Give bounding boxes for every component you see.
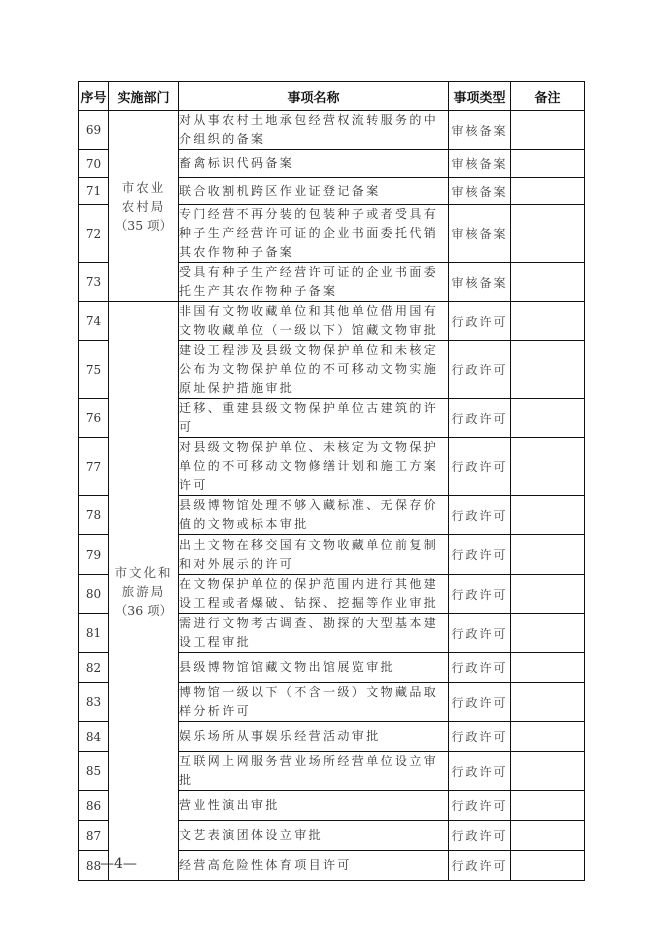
matter-type: 行政许可 — [449, 722, 511, 752]
row-no: 88 — [79, 851, 109, 881]
matter-name: 经营高危险性体育项目许可 — [179, 851, 449, 881]
matter-name: 出土文物在移交国有文物收藏单位前复制和对外展示的许可 — [179, 535, 449, 575]
row-no: 69 — [79, 111, 109, 150]
header-department: 实施部门 — [109, 82, 179, 111]
note-cell — [511, 205, 585, 263]
note-cell — [511, 111, 585, 150]
department-name: 农村局 — [121, 198, 166, 214]
matter-type: 行政许可 — [449, 614, 511, 653]
matter-name: 在文物保护单位的保护范围内进行其他建设工程或者爆破、钻探、挖掘等作业审批 — [179, 575, 449, 614]
table-row — [79, 111, 585, 150]
row-no: 74 — [79, 302, 109, 341]
matter-name: 博物馆一级以下（不含一级）文物藏品取样分析许可 — [179, 683, 449, 722]
matter-type: 行政许可 — [449, 683, 511, 722]
note-cell — [511, 653, 585, 683]
matter-name: 营业性演出审批 — [179, 791, 449, 821]
matter-name: 对县级文物保护单位、未核定为文物保护单位的不可移动文物修缮计划和施工方案许可 — [179, 438, 449, 496]
note-cell — [511, 399, 585, 438]
matter-type: 行政许可 — [449, 341, 511, 399]
table-row — [79, 302, 585, 341]
matter-name: 联合收割机跨区作业证登记备案 — [179, 178, 449, 205]
department-name: 市农业 — [121, 179, 166, 195]
matter-type: 行政许可 — [449, 302, 511, 341]
row-no: 78 — [79, 496, 109, 535]
note-cell — [511, 575, 585, 614]
matter-name: 对从事农村土地承包经营权流转服务的中介组织的备案 — [179, 111, 449, 150]
header-note: 备注 — [511, 82, 585, 111]
row-no: 71 — [79, 178, 109, 205]
note-cell — [511, 614, 585, 653]
header-matter-name: 事项名称 — [179, 82, 449, 111]
note-cell — [511, 438, 585, 496]
department-cell — [109, 111, 179, 302]
note-cell — [511, 821, 585, 851]
row-no: 75 — [79, 341, 109, 399]
note-cell — [511, 496, 585, 535]
matter-name: 文艺表演团体设立审批 — [179, 821, 449, 851]
matter-type: 行政许可 — [449, 575, 511, 614]
matter-type: 行政许可 — [449, 653, 511, 683]
matter-name: 非国有文物收藏单位和其他单位借用国有文物收藏单位（一级以下）馆藏文物审批 — [179, 302, 449, 341]
header-no: 序号 — [79, 82, 109, 111]
department-name: 市文化和 — [114, 564, 173, 580]
matter-type: 行政许可 — [449, 752, 511, 791]
matter-name: 专门经营不再分装的包装种子或者受具有种子生产经营许可证的企业书面委托代销其农作物种子备案 — [179, 205, 449, 263]
row-no: 73 — [79, 263, 109, 302]
matter-name: 需进行文物考古调查、勘探的大型基本建设工程审批 — [179, 614, 449, 653]
row-no: 82 — [79, 653, 109, 683]
matter-name: 娱乐场所从事娱乐经营活动审批 — [179, 722, 449, 752]
matter-type: 审核备案 — [449, 150, 511, 178]
matter-type: 行政许可 — [449, 438, 511, 496]
note-cell — [511, 302, 585, 341]
row-no: 79 — [79, 535, 109, 575]
department-count: （35 项） — [114, 217, 173, 233]
matter-type: 审核备案 — [449, 178, 511, 205]
matter-type: 审核备案 — [449, 205, 511, 263]
row-no: 70 — [79, 150, 109, 178]
matter-type: 行政许可 — [449, 851, 511, 881]
matter-name: 县级博物馆馆藏文物出馆展览审批 — [179, 653, 449, 683]
matter-type: 行政许可 — [449, 535, 511, 575]
note-cell — [511, 752, 585, 791]
matter-name: 县级博物馆处理不够入藏标准、无保存价值的文物或标本审批 — [179, 496, 449, 535]
note-cell — [511, 341, 585, 399]
matter-type: 审核备案 — [449, 263, 511, 302]
note-cell — [511, 851, 585, 881]
table-header-row — [79, 82, 585, 111]
matter-type: 行政许可 — [449, 496, 511, 535]
row-no: 81 — [79, 614, 109, 653]
department-name: 旅游局 — [121, 583, 166, 599]
matter-name: 互联网上网服务营业场所经营单位设立审批 — [179, 752, 449, 791]
note-cell — [511, 722, 585, 752]
matter-type: 行政许可 — [449, 791, 511, 821]
header-matter-type: 事项类型 — [449, 82, 511, 111]
note-cell — [511, 178, 585, 205]
department-cell — [109, 302, 179, 881]
matter-name: 建设工程涉及县级文物保护单位和未核定公布为文物保护单位的不可移动文物实施原址保护措施审批 — [179, 341, 449, 399]
row-no: 84 — [79, 722, 109, 752]
department-count: （36 项） — [114, 602, 173, 618]
row-no: 87 — [79, 821, 109, 851]
note-cell — [511, 535, 585, 575]
matter-name: 迁移、重建县级文物保护单位古建筑的许可 — [179, 399, 449, 438]
row-no: 76 — [79, 399, 109, 438]
row-no: 83 — [79, 683, 109, 722]
row-no: 77 — [79, 438, 109, 496]
row-no: 85 — [79, 752, 109, 791]
row-no: 80 — [79, 575, 109, 614]
note-cell — [511, 791, 585, 821]
note-cell — [511, 683, 585, 722]
page-number: —4— — [100, 856, 137, 872]
matter-type: 审核备案 — [449, 111, 511, 150]
note-cell — [511, 150, 585, 178]
matter-type: 行政许可 — [449, 821, 511, 851]
matter-type: 行政许可 — [449, 399, 511, 438]
row-no: 72 — [79, 205, 109, 263]
note-cell — [511, 263, 585, 302]
row-no: 86 — [79, 791, 109, 821]
matter-name: 畜禽标识代码备案 — [179, 150, 449, 178]
matters-table — [78, 81, 585, 881]
matter-name: 受具有种子生产经营许可证的企业书面委托生产其农作物种子备案 — [179, 263, 449, 302]
